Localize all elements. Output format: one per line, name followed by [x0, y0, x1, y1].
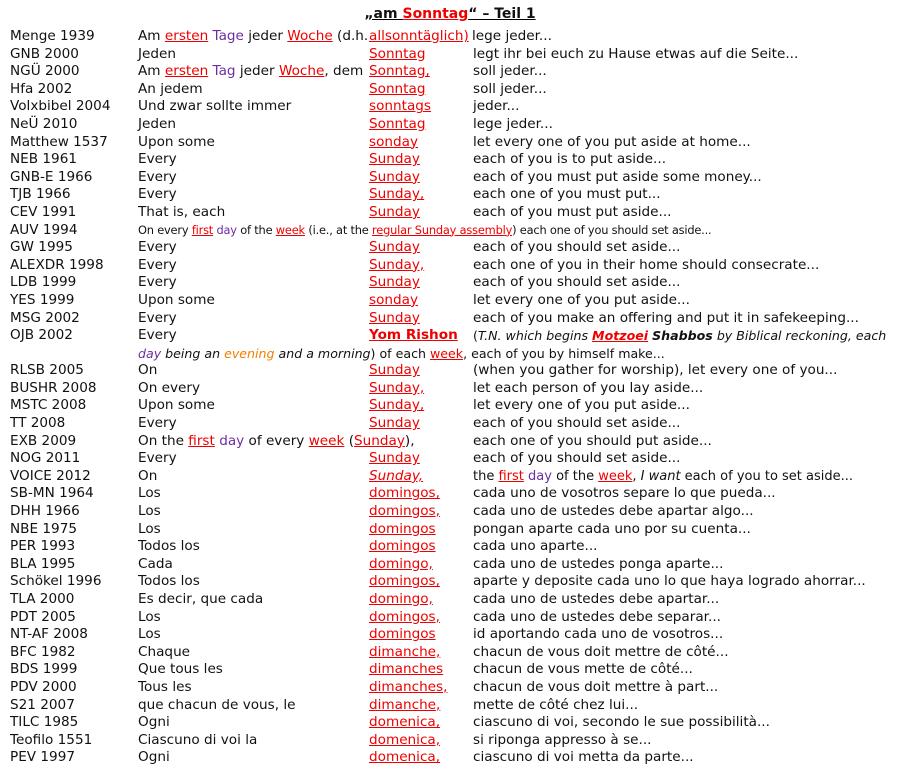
prefix-text: Todos los: [138, 538, 200, 555]
table-row: [0, 433, 900, 451]
table-row: [0, 468, 900, 486]
keyword: domingos: [369, 520, 436, 537]
prefix-text: Und zwar sollte immer: [138, 98, 292, 115]
table-row: [0, 257, 900, 275]
version-name: RLSB 2005: [10, 362, 84, 379]
rest-text: mette de côté chez lui...: [473, 696, 639, 713]
version-name: TILC 1985: [10, 714, 79, 731]
prefix-text: Chaque: [138, 643, 191, 660]
page-title: [0, 6, 900, 26]
table-row: [0, 310, 900, 328]
table-row: [0, 169, 900, 187]
rest-text: (T.N. which begins Motzoei Shabbos by Biblical reckoning, each: [473, 328, 887, 344]
prefix-text: That is, each: [138, 203, 226, 220]
keyword: allsonntäglich): [369, 28, 469, 44]
keyword: Sonntag: [369, 80, 426, 97]
keyword: Sunday: [369, 415, 420, 432]
rest-text: aparte y deposite cada uno lo que haya logrado ahorrar...: [473, 573, 866, 590]
prefix-text: Every: [138, 151, 177, 168]
prefix-text: Cada: [138, 555, 173, 572]
prefix-text: Upon some: [138, 291, 215, 308]
table-row: [0, 732, 900, 750]
prefix-text: Every: [138, 168, 177, 185]
keyword: dimanches,: [369, 678, 448, 695]
prefix-text: Tous les: [138, 678, 192, 695]
version-name: SB-MN 1964: [10, 485, 94, 502]
keyword: domingos,: [369, 485, 440, 502]
version-name: TLA 2000: [10, 591, 75, 607]
keyword: sonntags: [369, 98, 432, 115]
prefix-text: Jeden: [138, 115, 176, 132]
table-row: [0, 274, 900, 292]
table-row: [0, 362, 900, 380]
table-row: [0, 591, 900, 609]
table-row: [0, 46, 900, 64]
prefix-text: Every: [138, 327, 177, 344]
prefix-text: Am ersten Tag jeder Woche, dem: [138, 63, 364, 80]
version-name: S21 2007: [10, 696, 75, 713]
prefix-text: On: [138, 362, 158, 379]
table-row: [0, 63, 900, 81]
version-name: YES 1999: [10, 291, 75, 308]
rest-text: cada uno de vosotros separe lo que pueda...: [473, 485, 776, 502]
version-name: OJB 2002: [10, 327, 73, 344]
rest-text: cada uno de ustedes debe separar...: [473, 608, 721, 625]
keyword: Yom Rishon: [369, 327, 458, 344]
keyword: domingos,: [369, 608, 440, 625]
version-name: VOICE 2012: [10, 467, 91, 484]
table-row: [0, 116, 900, 134]
table-row: [0, 521, 900, 539]
prefix-text: Upon some: [138, 397, 215, 414]
rest-text: pongan aparte cada uno por su cuenta...: [473, 520, 751, 537]
version-name: Hfa 2002: [10, 80, 73, 97]
keyword: domenica,: [369, 749, 441, 766]
version-name: AUV 1994: [10, 221, 78, 238]
version-name: EXB 2009: [10, 432, 77, 449]
rest-text: let each person of you lay aside...: [473, 379, 704, 396]
rest-text: (when you gather for worship), let every one of you...: [473, 362, 838, 379]
table-row: [0, 397, 900, 415]
version-name: GW 1995: [10, 239, 73, 256]
version-name: GNB-E 1966: [10, 168, 93, 185]
version-name: DHH 1966: [10, 503, 80, 520]
table-row: [0, 292, 900, 310]
rest-text: each of you should set aside...: [473, 450, 681, 467]
keyword: Sunday,: [369, 467, 424, 484]
version-name: PDV 2000: [10, 678, 77, 695]
prefix-text: Los: [138, 503, 161, 520]
version-name: Schökel 1996: [10, 573, 102, 590]
version-name: BUSHR 2008: [10, 379, 97, 396]
rest-text: let every one of you put aside...: [473, 397, 690, 414]
prefix-text: que chacun de vous, le: [138, 696, 296, 713]
prefix-text: Los: [138, 520, 161, 537]
prefix-text: Every: [138, 239, 177, 256]
translation-table: [0, 28, 900, 767]
keyword: Sonntag: [369, 115, 426, 132]
table-row: [0, 151, 900, 169]
version-name: BLA 1995: [10, 555, 76, 572]
keyword: domingos,: [369, 503, 440, 520]
version-name: Teofilo 1551: [10, 731, 93, 748]
prefix-text: Every: [138, 450, 177, 467]
version-name: ALEXDR 1998: [10, 256, 104, 273]
rest-text: each of you should set aside...: [473, 239, 681, 256]
table-row: [0, 81, 900, 99]
keyword: Sonntag: [369, 45, 426, 62]
keyword: domingo,: [369, 555, 433, 572]
keyword: sonday: [369, 133, 419, 150]
prefix-text: Every: [138, 309, 177, 326]
table-row: [0, 749, 900, 767]
rest-text: let every one of you put aside...: [473, 291, 690, 308]
table-row: [0, 626, 900, 644]
rest-text: each of you is to put aside...: [473, 151, 667, 168]
rest-text: legt ihr bei euch zu Hause etwas auf die Seite...: [473, 45, 799, 62]
prefix-text: Every: [138, 256, 177, 273]
keyword: Sunday: [369, 239, 420, 256]
keyword: Sunday,: [369, 397, 425, 414]
title-prefix: „am: [364, 6, 403, 22]
keyword: domenica,: [369, 731, 441, 748]
prefix-text: Los: [138, 485, 161, 502]
table-row: [0, 573, 900, 591]
prefix-text: Am ersten Tage jeder Woche (d.h.: [138, 28, 369, 44]
title-suffix: “ – Teil 1: [468, 6, 536, 22]
rest-text: let every one of you put aside at home...: [473, 133, 751, 150]
prefix-text: On every: [138, 379, 201, 396]
table-row: [0, 644, 900, 662]
version-name: MSG 2002: [10, 309, 80, 326]
keyword: dimanche,: [369, 696, 441, 713]
version-name: Menge 1939: [10, 28, 95, 44]
rest-text: soll jeder...: [473, 63, 547, 80]
rest-text: each of you must put aside...: [473, 203, 672, 220]
version-name: NEB 1961: [10, 151, 77, 168]
prefix-text: On every first day of the week (i.e., at the regular Sunday assembly) each one of you should set aside...: [138, 222, 712, 237]
prefix-text: An jedem: [138, 80, 203, 97]
table-row: [0, 98, 900, 116]
keyword: Sunday: [369, 203, 420, 220]
prefix-text: Es decir, que cada: [138, 591, 264, 607]
keyword: domingo,: [369, 591, 433, 607]
prefix-text: Los: [138, 608, 161, 625]
keyword: domingos: [369, 538, 436, 555]
prefix-text: On the first day of every week (Sunday),: [138, 432, 415, 449]
version-name: GNB 2000: [10, 45, 79, 62]
table-row: [0, 697, 900, 715]
keyword: Sunday: [369, 274, 420, 291]
prefix-text: Ogni: [138, 714, 170, 731]
keyword: Sunday: [369, 450, 420, 467]
version-name: PER 1993: [10, 538, 76, 555]
version-name: Matthew 1537: [10, 133, 108, 150]
table-row: [0, 714, 900, 732]
rest-text: ciascuno di voi, secondo le sue possibilità...: [473, 714, 770, 731]
version-name: NBE 1975: [10, 520, 77, 537]
table-row: [0, 327, 900, 362]
keyword: Sunday: [369, 151, 420, 168]
rest-text: lege jeder...: [473, 115, 553, 132]
rest-text: lege jeder...: [472, 28, 552, 44]
keyword: sonday: [369, 291, 419, 308]
prefix-text: Upon some: [138, 133, 215, 150]
rest-text: jeder...: [473, 98, 520, 115]
table-row: [0, 661, 900, 679]
version-name: BDS 1999: [10, 661, 78, 678]
title-keyword: Sonntag: [402, 6, 469, 22]
keyword: Sunday: [369, 168, 420, 185]
table-row: [0, 28, 900, 46]
prefix-text: On: [138, 467, 158, 484]
prefix-text: Los: [138, 626, 161, 643]
version-name: LDB 1999: [10, 274, 77, 291]
table-row: [0, 556, 900, 574]
prefix-text: Ciascuno di voi la: [138, 731, 258, 748]
table-row: [0, 485, 900, 503]
rest-text: si riponga appresso à se...: [473, 731, 652, 748]
rest-text: each of you should set aside...: [473, 274, 681, 291]
version-name: NOG 2011: [10, 450, 81, 467]
rest-text: cada uno de ustedes ponga aparte...: [473, 555, 724, 572]
version-name: NeÜ 2010: [10, 115, 78, 132]
version-name: PEV 1997: [10, 749, 76, 766]
table-row: [0, 239, 900, 257]
rest-text: each one of you in their home should consecrate...: [473, 256, 820, 273]
keyword: Sunday: [369, 362, 420, 379]
prefix-text: Every: [138, 415, 177, 432]
version-name: NGÜ 2000: [10, 63, 80, 80]
rest-text: each one of you should put aside...: [473, 432, 712, 449]
keyword: domingos: [369, 626, 436, 643]
table-row: [0, 222, 900, 240]
rest-text: chacun de vous mette de côté...: [473, 661, 693, 678]
keyword: Sonntag,: [369, 63, 430, 80]
rest-text: chacun de vous doit mettre à part...: [473, 678, 719, 695]
prefix-text: Every: [138, 186, 177, 203]
table-row: [0, 538, 900, 556]
rest-text: soll jeder...: [473, 80, 547, 97]
rest-text: chacun de vous doit mettre de côté...: [473, 643, 729, 660]
keyword: dimanche,: [369, 643, 441, 660]
table-row: [0, 609, 900, 627]
version-name: TJB 1966: [10, 186, 71, 203]
rest-text-continued: day being an evening and a morning) of each week, each of you by himself make...: [138, 345, 665, 361]
version-name: CEV 1991: [10, 203, 77, 220]
rest-text: each of you make an offering and put it in safekeeping...: [473, 309, 859, 326]
keyword: Sunday,: [369, 379, 425, 396]
prefix-text: Ogni: [138, 749, 170, 766]
table-row: [0, 679, 900, 697]
rest-text: cada uno de ustedes debe apartar algo...: [473, 503, 754, 520]
rest-text: each of you must put aside some money...: [473, 168, 762, 185]
table-row: [0, 134, 900, 152]
prefix-text: Que tous les: [138, 661, 223, 678]
table-row: [0, 186, 900, 204]
rest-text: each one of you must put...: [473, 186, 661, 203]
rest-text: cada uno aparte...: [473, 538, 598, 555]
keyword: dimanches: [369, 661, 444, 678]
keyword: Sunday,: [369, 186, 425, 203]
keyword: domingos,: [369, 573, 440, 590]
version-name: PDT 2005: [10, 608, 76, 625]
version-name: NT-AF 2008: [10, 626, 88, 643]
prefix-text: Every: [138, 274, 177, 291]
version-name: Volxbibel 2004: [10, 98, 111, 115]
version-name: BFC 1982: [10, 643, 76, 660]
table-row: [0, 450, 900, 468]
prefix-text: Jeden: [138, 45, 176, 62]
rest-text: the first day of the week, I want each of you to set aside...: [473, 468, 854, 484]
table-row: [0, 380, 900, 398]
version-name: TT 2008: [10, 415, 66, 432]
table-row: [0, 415, 900, 433]
version-name: MSTC 2008: [10, 397, 87, 414]
rest-text: each of you should set aside...: [473, 415, 681, 432]
rest-text: cada uno de ustedes debe apartar...: [473, 591, 720, 607]
table-row: [0, 204, 900, 222]
table-row: [0, 503, 900, 521]
rest-text: id aportando cada uno de vosotros...: [473, 626, 724, 643]
keyword: domenica,: [369, 714, 441, 731]
rest-text: ciascuno di voi metta da parte...: [473, 749, 694, 766]
keyword: Sunday,: [369, 256, 425, 273]
prefix-text: Todos los: [138, 573, 200, 590]
keyword: Sunday: [369, 309, 420, 326]
